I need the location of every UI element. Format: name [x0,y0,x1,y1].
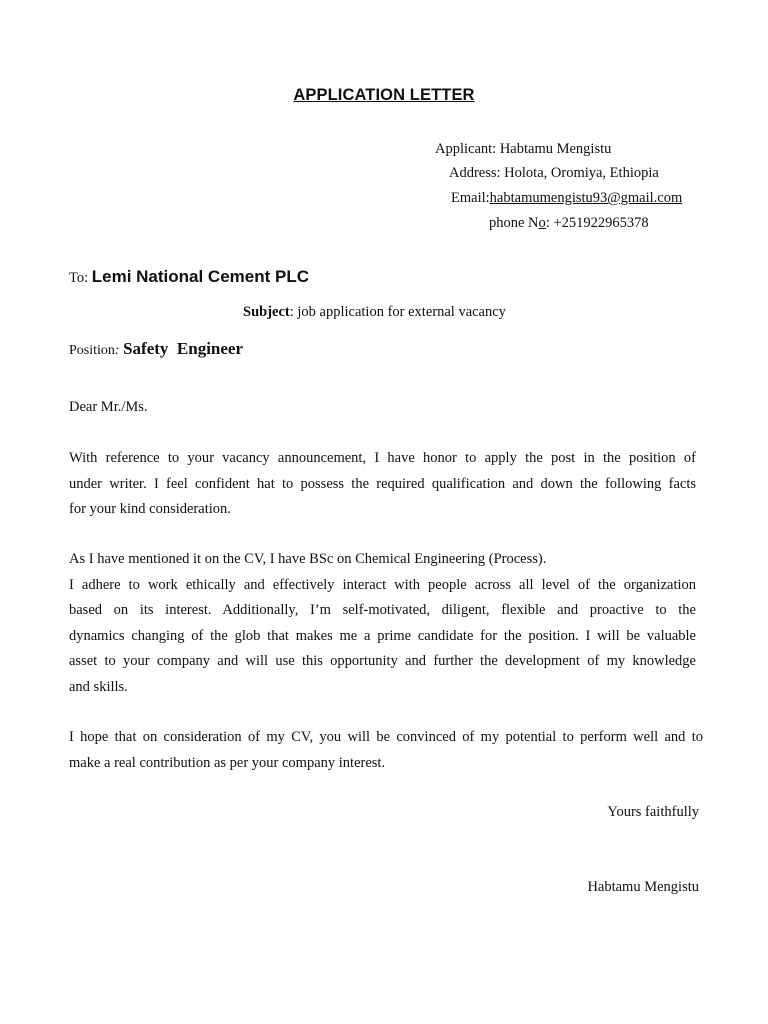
to-label: To: [69,270,92,286]
salutation: Dear Mr./Ms. [69,399,148,415]
paragraph-line: I adhere to work ethically and effectively interact with people across all level of the organization [69,576,696,593]
paragraph-line: As I have mentioned it on the CV, I have BSc on Chemical Engineering (Process). [69,551,547,567]
applicant-email [451,190,682,207]
paragraph-qualifications [69,547,696,700]
position-value: Safety Engineer [123,339,244,358]
paragraph-line: I hope that on consideration of my CV, you will be convinced of my potential to perform well and to [69,729,703,745]
recipient-line [69,267,309,287]
applicant-address: Address: Holota, Oromiya, Ethiopia [449,165,659,181]
phone-number: : +251922965378 [545,215,649,231]
subject-value: : job application for external vacancy [289,304,506,320]
paragraph-intro [69,446,696,523]
closing-phrase: Yours faithfully [607,804,699,820]
phone-label: phone N [489,215,539,231]
letter-title: APPLICATION LETTER [293,86,475,104]
position-colon: : [114,343,124,358]
paragraph-line: asset to your company and will use this opportunity and further the development of my knowledge [69,653,696,669]
paragraph-line: based on its interest. Additionally, I’m self-motivated, diligent, flexible and proactive to the [69,602,696,618]
email-label: Email: [451,190,490,206]
applicant-phone [489,215,649,232]
paragraph-line: dynamics changing of the glob that makes me a prime candidate for the position. I will be valuable [69,627,696,644]
subject-line [243,304,506,321]
recipient-company: Lemi National Cement PLC [91,267,310,286]
paragraph-closing [69,725,703,776]
paragraph-line: make a real contribution as per your company interest. [69,754,386,771]
paragraph-line: and skills. [69,678,128,695]
signature-name: Habtamu Mengistu [587,879,699,895]
position-line [69,339,243,359]
email-link[interactable]: habtamumengistu93@gmail.com [489,190,683,206]
paragraph-line: for your kind consideration. [69,501,231,517]
phone-label-o: o [538,215,546,231]
applicant-name: Applicant: Habtamu Mengistu [435,141,612,157]
paragraph-line: With reference to your vacancy announcement, I have honor to apply the post in the position of [69,450,696,466]
position-label: Position [69,343,115,358]
paragraph-line: under writer. I feel confident hat to possess the required qualification and down the following facts [69,475,696,492]
subject-label: Subject [243,304,290,320]
